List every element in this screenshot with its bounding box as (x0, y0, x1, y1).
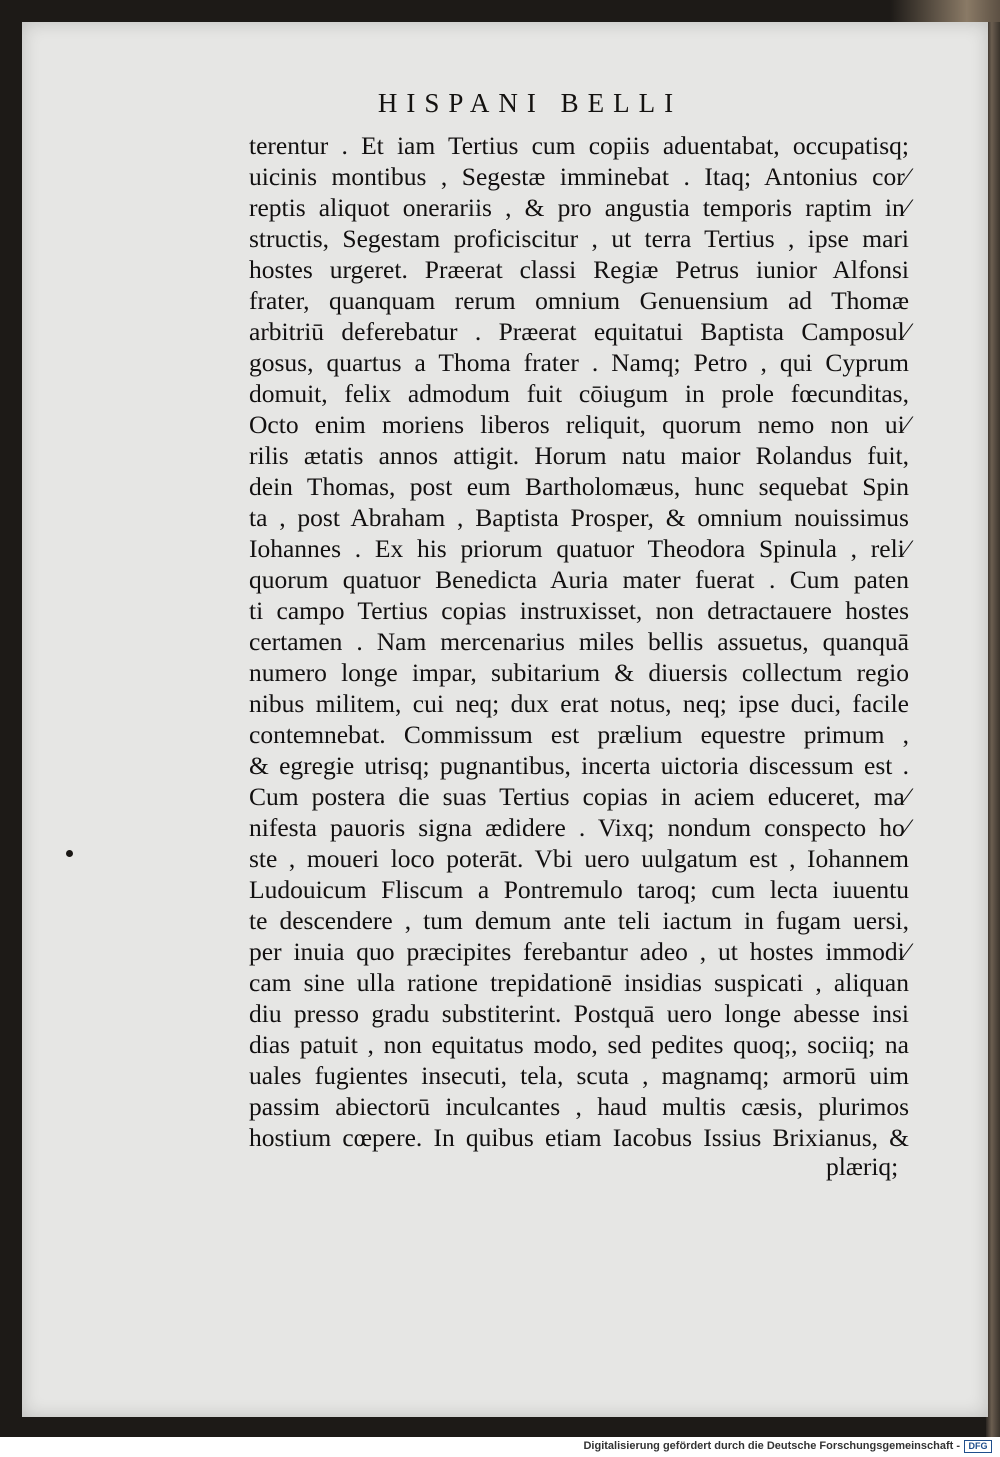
corner-stain (890, 0, 1000, 22)
text-line: Ludouicum Fliscum a Pontremulo taroq; cum lecta iuuentu (249, 875, 909, 904)
text-line: nibus militem, cui neq; dux erat notus, neq; ipse duci, facile (249, 689, 909, 718)
footer-bar (0, 1437, 1000, 1457)
body-text (249, 130, 909, 1153)
margin-mark (66, 850, 73, 857)
text-line: domuit, felix admodum fuit cōiugum in prole fœcunditas, (249, 379, 909, 408)
running-head: HISPANI BELLI (377, 88, 683, 118)
text-line: diu presso gradu substiterint. Postquā uero longe abesse insi (249, 999, 909, 1028)
text-line: hostium cœpere. In quibus etiam Iacobus Issius Brixianus, & (249, 1123, 909, 1152)
text-line: structis, Segestam proficiscitur , ut terra Tertius , ipse mari (249, 224, 909, 253)
text-line: rilis ætatis annos attigit. Horum natu maior Rolandus fuit, (249, 441, 909, 470)
text-line: passim abiectorū inculcantes , haud multis cæsis, plurimos (249, 1092, 909, 1121)
text-line: contemnebat. Commissum est prælium equestre primum , (249, 720, 909, 749)
dfg-logo[interactable]: DFG (964, 1440, 992, 1453)
text-line: ste , moueri loco poterāt. Vbi uero uulgatum est , Iohannem (249, 844, 909, 873)
text-line: cam sine ulla ratione trepidationē insidias suspicati , aliquan (249, 968, 909, 997)
text-line: Octo enim moriens liberos reliquit, quorum nemo non ui⁄ (249, 410, 909, 439)
text-line: arbitriū deferebatur . Præerat equitatui Baptista Camposul⁄ (249, 317, 909, 346)
text-line: certamen . Nam mercenarius miles bellis assuetus, quanquā (249, 627, 909, 656)
text-line: frater, quanquam rerum omnium Genuensium ad Thomæ (249, 286, 909, 315)
text-line: hostes urgeret. Præerat classi Regiæ Petrus iunior Alfonsi (249, 255, 909, 284)
text-line: dias patuit , non equitatus modo, sed pedites quoq;, sociiq; na (249, 1030, 909, 1059)
text-line: te descendere , tum demum ante teli iactum in fugam uersi, (249, 906, 909, 935)
text-line: nifesta pauoris signa ædidere . Vixq; nondum conspecto ho⁄ (249, 813, 909, 842)
text-line: numero longe impar, subitarium & diuersis collectum regio (249, 658, 909, 687)
text-line: gosus, quartus a Thoma frater . Namq; Petro , qui Cyprum (249, 348, 909, 377)
text-line: uicinis montibus , Segestæ imminebat . Itaq; Antonius cor⁄ (249, 162, 909, 191)
text-line: & egregie utrisq; pugnantibus, incerta uictoria discessum est . (249, 751, 909, 780)
text-line: reptis aliquot onerariis , & pro angustia temporis raptim in⁄ (249, 193, 909, 222)
text-line: Cum postera die suas Tertius copias in aciem educeret, ma⁄ (249, 782, 909, 811)
text-line: uales fugientes insecuti, tela, scuta , magnamq; armorū uim (249, 1061, 909, 1090)
text-line: terentur . Et iam Tertius cum copiis aduentabat, occupatisq; (249, 131, 909, 160)
book-edge (986, 0, 1000, 1457)
text-line: ti campo Tertius copias instruxisset, non detractauere hostes (249, 596, 909, 625)
text-line: per inuia quo præcipites ferebantur adeo , ut hostes immodi⁄ (249, 937, 909, 966)
text-line: ta , post Abraham , Baptista Prosper, & omnium nouissimus (249, 503, 909, 532)
text-line: quorum quatuor Benedicta Auria mater fuerat . Cum paten (249, 565, 909, 594)
text-line: dein Thomas, post eum Bartholomæus, hunc sequebat Spin (249, 472, 909, 501)
catchword: plæriq; (826, 1152, 899, 1181)
funding-credit[interactable]: Digitalisierung gefördert durch die Deutsche Forschungsgemeinschaft - (583, 1440, 960, 1452)
text-line: Iohannes . Ex his priorum quatuor Theodora Spinula , reli⁄ (249, 534, 909, 563)
